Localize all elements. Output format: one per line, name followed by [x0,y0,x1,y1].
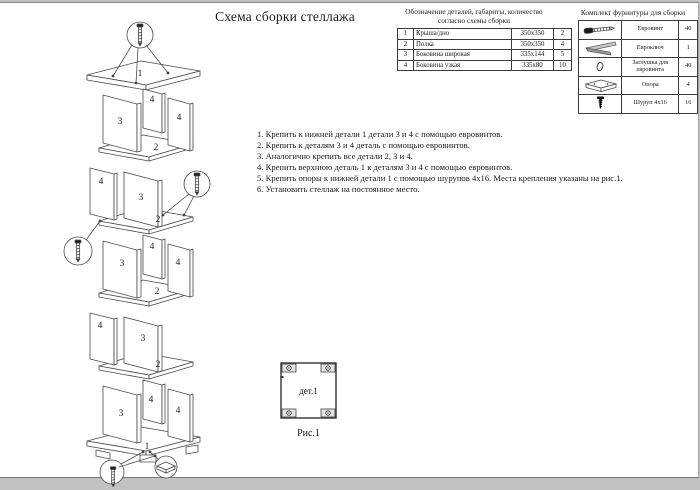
part-qty: 4 [554,39,572,50]
part-size: 350х350 [512,29,554,40]
hardware-qty: 1 [679,39,698,58]
part-label: 4 [148,395,154,405]
part-label: 4 [97,321,103,331]
figure-part-label: дет.1 [299,386,318,396]
hardware-name: Шуруп 4х16 [622,95,679,114]
euroscrew-callout-right [162,171,210,216]
part-size: 335х80 [512,60,554,71]
part-label: 3 [140,334,146,344]
instruction-step: 4. Крепить верхнюю деталь 1 к деталям 3 и 4 с помощью евровинтов. [257,162,513,173]
table-row [579,76,698,95]
part-label: 3 [119,259,125,269]
figure-caption: Рис.1 [297,428,320,439]
instruction-step: 6. Установить стеллаж на постоянное место. [257,184,420,195]
part-name: Боковина узкая [414,60,512,71]
part-num: 2 [398,39,414,50]
part-num: 1 [398,29,414,40]
assembly-diagram [0,3,260,490]
part-label: 4 [175,406,181,416]
part-name: Боковина широкая [414,50,512,61]
detail-figure [275,355,345,443]
part-qty: 2 [554,29,572,40]
part-label: 4 [149,242,155,252]
instruction-step: 3. Аналогично крепить все детали 2, 3 и 4. [257,151,413,162]
part-label: 2 [153,143,159,153]
hex-key-icon [579,39,622,58]
top-panel-1 [87,61,200,90]
hardware-qty: 40 [679,21,698,40]
hardware-name: Опора [622,76,679,95]
cap-icon [579,58,622,77]
table-row [579,39,698,58]
table-row [398,39,572,50]
part-label: 4 [98,177,104,187]
table-row [398,60,572,71]
euroscrew-callout-left [64,220,101,265]
hardware-qty: 40 [679,58,698,77]
euro-screw-icon [579,21,622,40]
support-callout-bottom [149,451,177,478]
table-row [398,50,572,61]
part-label: 2 [155,360,161,370]
part-qty: 10 [554,60,572,71]
hardware-qty: 16 [679,95,698,114]
part-label: 4 [176,113,182,123]
part-qty: 5 [554,50,572,61]
part-label: 3 [118,409,124,419]
hardware-table-title: Комплект фурнитуры для сборки [580,8,686,17]
part-label: 4 [149,95,155,105]
instruction-step: 5. Крепить опоры к нижней детали 1 с помощью шурупов 4х16. Места крепления указаны на рис.1. [257,173,623,184]
part-label: 2 [155,215,161,225]
parts-table [397,28,572,71]
parts-table-header-line2: согласно схемы сборки [438,15,510,25]
part-num: 3 [398,50,414,61]
part-label: 2 [154,287,160,297]
part-name: Полка [414,39,512,50]
instruction-step: 1. Крепить к нижней детали 1 детали 3 и 4 с помощью евровинтов. [257,129,503,139]
table-row [579,95,698,114]
hardware-name: Евроключ [622,39,679,58]
parts-table-header-line1: Обозначение деталей, габариты, количество [405,7,543,16]
table-row [579,58,698,77]
part-num: 4 [398,60,414,71]
table-row [398,29,572,40]
part-size: 350х350 [512,39,554,50]
part-label: 3 [138,193,144,203]
wood-screw-icon [579,95,622,114]
instructions-list [257,129,657,196]
part-size: 335х144 [512,50,554,61]
part-name: Крыша/дно [414,29,512,40]
hardware-name: Евровинт [622,21,679,40]
page-title: Схема сборки стеллажа [215,9,355,24]
hardware-qty: 4 [679,76,698,95]
part-label: 1 [137,69,143,79]
hardware-table [578,20,698,114]
instruction-step: 2. Крепить к деталям 3 и 4 деталь с помощью евровинтов. [257,140,470,151]
support-icon [579,76,622,95]
part-label: 4 [175,258,181,268]
part-label: 3 [117,117,123,127]
document-page [0,2,699,478]
parts-table-header [383,8,565,25]
hardware-name: Заглушка для евровинта [622,58,679,77]
part-label: 1 [144,442,150,452]
table-row [579,21,698,40]
